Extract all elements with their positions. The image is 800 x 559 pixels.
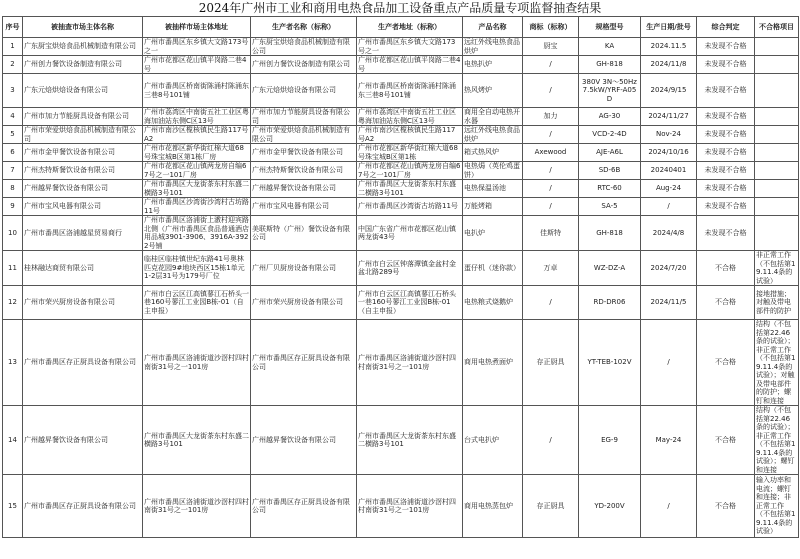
cell-maker-address: 广州市番禺区洛浦街道沙滘村四村南街31号之一101房 (357, 320, 463, 406)
cell-entity: 广州市番禺区存正厨具设备有限公司 (23, 475, 143, 538)
cell-entity: 广州市荣爱烘焙食品机械制造有限公司 (23, 126, 143, 144)
cell-address: 广州市番禺区大龙街茶东村东盛二横路3号101 (144, 180, 249, 197)
header-cell: 被抽样市场主体地址 (143, 17, 251, 38)
cell-entity: 广州越昇餐饮设备有限公司 (23, 406, 143, 475)
cell-entity: 广州市荣兴厨房设备有限公司 (23, 286, 143, 320)
table-row (3, 56, 799, 74)
cell-failed (755, 108, 799, 126)
cell-failed (755, 38, 799, 56)
cell-maker: 广州越昇餐饮设备有限公司 (251, 406, 357, 475)
cell-brand: / (523, 406, 579, 475)
table-row (3, 475, 799, 538)
cell-model: YD-200V (579, 475, 641, 538)
cell-model: EG-9 (579, 406, 641, 475)
cell-entity: 桂林融达商贸有限公司 (23, 251, 143, 286)
cell-verdict: 未发现不合格 (697, 74, 755, 108)
cell-brand: 万卓 (523, 251, 579, 286)
table-row (3, 180, 799, 198)
cell-date: / (641, 198, 697, 216)
cell-maker-address: 广州市南沙区榄核镇民生路117号A2 (357, 126, 463, 144)
cell-maker: 广州市番禺区存正厨具设备有限公司 (251, 475, 357, 538)
cell-maker-address: 广州市番禺区桥南街陈涌村陈涌东三巷8号101铺 (357, 74, 463, 108)
cell-model: GH-818 (579, 216, 641, 251)
cell-failed: 接地措施；对触及带电部件的防护 (755, 286, 799, 320)
cell-address: 广州市番禺区大龙街茶东村东盛二横路3号101 (143, 406, 251, 475)
cell-model: SA-5 (579, 198, 641, 216)
cell-maker-address: 广州市番禺区洛浦街道沙滘村四村南街31号之一101房 (357, 475, 463, 538)
cell-address: 广州市番禺区洛浦街上漖村迎宾路北侧（广州市番禺区食品普通酒店用品城3901-3906、3916A-3922号铺 (144, 216, 249, 250)
cell-maker: 广州厂贝厨房设备有限公司 (251, 251, 357, 286)
cell-address: 广州市番禺区洛浦街道沙滘村四村南街31号之一101房 (143, 475, 251, 538)
table-row (3, 144, 799, 162)
cell-brand: / (523, 126, 579, 144)
cell-verdict: 不合格 (697, 320, 755, 406)
header-cell: 生产者名称（标称） (251, 17, 357, 38)
table-row (3, 251, 799, 286)
cell-date: 2024.11.5 (641, 38, 697, 56)
cell-model: GH-818 (579, 56, 641, 74)
cell-entity: 广州市加力节能厨具设备有限公司 (23, 108, 143, 126)
cell-model: KA (579, 38, 641, 56)
cell-model: RD-DR06 (579, 286, 641, 320)
cell-failed (755, 162, 799, 180)
cell-address: 广州市番禺区沙湾街沙湾村古坊路11号 (144, 198, 249, 215)
cell-maker-address: 广州市白云区江高镇蓼江石桥头一巷160号蓼江工业园B栋-01（自主申报） (357, 286, 463, 320)
header-cell: 被抽查市场主体名称 (23, 17, 143, 38)
cell-verdict: 不合格 (697, 475, 755, 538)
cell-maker-address: 广州市番禺区东乡镇大文路173号之一 (357, 38, 463, 56)
cell-product: 电热保温汤池 (463, 180, 523, 198)
cell-brand: / (523, 56, 579, 74)
table-row (3, 126, 799, 144)
cell-verdict: 未发现不合格 (697, 180, 755, 198)
cell-date: Nov-24 (641, 126, 697, 144)
cell-product: 热风烤炉 (463, 74, 523, 108)
cell-verdict: 未发现不合格 (697, 56, 755, 74)
cell-entity: 广东元焙烘焙设备有限公司 (23, 74, 143, 108)
cell-verdict: 未发现不合格 (697, 162, 755, 180)
cell-product: 商用电热蒸包炉 (463, 475, 523, 538)
cell-brand: 存正厨具 (523, 475, 579, 538)
cell-model: RTC-60 (579, 180, 641, 198)
cell-failed (755, 144, 799, 162)
cell-verdict: 未发现不合格 (697, 198, 755, 216)
cell-product: 电热扒炉 (463, 56, 523, 74)
cell-date: 20240401 (641, 162, 697, 180)
cell-brand: / (523, 74, 579, 108)
cell-failed (755, 74, 799, 108)
cell-maker: 广州越昇餐饮设备有限公司 (251, 180, 357, 198)
cell-model: YT-TEB-102V (579, 320, 641, 406)
cell-maker: 广州市宝风电器有限公司 (251, 198, 357, 216)
cell-no: 1 (3, 38, 23, 56)
cell-maker: 广州市金甲餐饮设备有限公司 (251, 144, 357, 162)
cell-date: 2024/11/8 (641, 56, 697, 74)
cell-entity: 广州创力餐饮设备制造有限公司 (23, 56, 143, 74)
table-row (3, 38, 799, 56)
results-table (2, 16, 799, 538)
header-cell: 规格型号 (579, 17, 641, 38)
cell-address: 广州市花都区花山镇两龙房自编67号之一101厂房 (143, 162, 251, 180)
cell-product: 箱式热风炉 (463, 144, 523, 162)
cell-maker-address: 广州市花都区新华街红棉大道68号珠宝城B区第1栋 (357, 144, 463, 162)
cell-no: 5 (3, 126, 23, 144)
cell-no: 4 (3, 108, 23, 126)
cell-address: 广州市花都区花山镇平岗路二巷4号 (143, 56, 251, 74)
header-cell: 生产者地址（标称） (357, 17, 463, 38)
header-cell: 商标（标称） (523, 17, 579, 38)
cell-address: 临桂区临桂镇世纪东路41号奥林匹克花园9#地块西区15栋1单元1-2层31号为179号厂位 (143, 251, 251, 286)
cell-entity: 广东厨宝烘焙食品机械制造有限公司 (23, 38, 143, 56)
cell-brand: 加力 (523, 108, 579, 126)
cell-model: AJE-A6L (579, 144, 641, 162)
table-body (3, 38, 799, 538)
cell-verdict: 不合格 (697, 251, 755, 286)
cell-date: Aug-24 (641, 180, 697, 198)
cell-brand: / (523, 198, 579, 216)
cell-brand: / (523, 180, 579, 198)
cell-date: / (641, 475, 697, 538)
cell-date: 2024/10/16 (641, 144, 697, 162)
cell-maker-address: 广州市番禺区大龙街茶东村东盛二横路3号101 (357, 406, 463, 475)
cell-no: 2 (3, 56, 23, 74)
cell-no: 6 (3, 144, 23, 162)
cell-entity: 广州市宝风电器有限公司 (23, 198, 143, 216)
cell-maker-address: 广州市花都区花山镇平岗路二巷4号 (357, 56, 463, 74)
cell-product: 电扒炉 (463, 216, 523, 251)
cell-product: 台式电扒炉 (463, 406, 523, 475)
cell-failed (755, 180, 799, 198)
cell-verdict: 未发现不合格 (697, 126, 755, 144)
cell-date: May-24 (641, 406, 697, 475)
cell-product: 电热粮式烧鹅炉 (463, 286, 523, 320)
cell-verdict: 不合格 (697, 406, 755, 475)
cell-failed (755, 126, 799, 144)
table-row (3, 320, 799, 406)
cell-address: 广州市花都区新华街红棉大道68号珠宝城B区第1栋厂房 (143, 144, 251, 162)
cell-maker-address: 广州市番禺区沙湾街古坊路11号 (357, 198, 463, 216)
cell-address: 广州市南沙区榄核镇民生路117号A2 (143, 126, 251, 144)
cell-no: 8 (3, 180, 23, 198)
cell-model: AG-30 (579, 108, 641, 126)
table-row (3, 162, 799, 180)
cell-maker-address: 广州市荔湾区中南街五社工业区粤海加油站东侧C区13号 (357, 108, 463, 126)
cell-date: 2024/4/8 (641, 216, 697, 251)
cell-date: 2024/11/5 (641, 286, 697, 320)
table-row (3, 74, 799, 108)
cell-no: 11 (3, 251, 23, 286)
cell-no: 9 (3, 198, 23, 216)
cell-model: WZ-DZ-A (579, 251, 641, 286)
table-row (3, 198, 799, 216)
cell-verdict: 不合格 (697, 286, 755, 320)
cell-maker: 广东厨宝烘焙食品机械制造有限公司 (251, 38, 357, 56)
table-row (3, 108, 799, 126)
cell-no: 3 (3, 74, 23, 108)
cell-address: 广州市荔湾区中南街五社工业区粤海加油站东侧C区13号 (144, 108, 249, 125)
cell-model: SD-6B (579, 162, 641, 180)
cell-date: / (641, 320, 697, 406)
cell-maker-address: 广州市白云区钟落潭镇金盆村金盆北路289号 (357, 251, 463, 286)
cell-no: 14 (3, 406, 23, 475)
cell-no: 15 (3, 475, 23, 538)
cell-brand: 存正厨具 (523, 320, 579, 406)
cell-no: 10 (3, 216, 23, 251)
cell-maker-address: 中国广东省广州市花都区花山镇两龙街43号 (357, 216, 463, 251)
cell-address: 广州市番禺区洛浦街道沙滘村四村南街31号之一101房 (143, 320, 251, 406)
cell-failed: 结构（不包括第22.46条的试验）；非正常工作（不包括第19.11.4条的试验）；对触及带电部件的防护；螺钉和连接 (755, 320, 799, 406)
cell-date: 2024/9/15 (641, 74, 697, 108)
cell-entity: 广州市番禺区存正厨具设备有限公司 (23, 320, 143, 406)
cell-verdict: 未发现不合格 (697, 216, 755, 251)
cell-brand: 佳斯特 (523, 216, 579, 251)
cell-failed (755, 56, 799, 74)
cell-failed: 结构（不包括第22.46条的试验）；非正常工作（不包括第19.11.4条的试验）；螺钉和连接 (755, 406, 799, 475)
cell-verdict: 未发现不合格 (697, 38, 755, 56)
cell-product: 远红外线电热食品烘炉 (463, 126, 523, 144)
cell-no: 7 (3, 162, 23, 180)
cell-product: 电热焗（英伦鸡蛋饼） (463, 162, 523, 180)
cell-maker: 广州市荣爱烘焙食品机械制造有限公司 (251, 126, 357, 144)
cell-failed: 输入功率和电流；螺钉和连接；非正常工作（不包括第19.11.4条的试验） (755, 475, 799, 538)
cell-maker: 广州市荣兴厨房设备有限公司 (251, 286, 357, 320)
cell-no: 12 (3, 286, 23, 320)
cell-maker: 广州市加力节能厨具设备有限公司 (251, 108, 357, 126)
cell-maker-address: 广州市花都区花山镇两龙房自编67号之一101厂房 (357, 162, 463, 180)
cell-failed (755, 216, 799, 251)
cell-brand: / (523, 286, 579, 320)
cell-model: VCD-2-4D (579, 126, 641, 144)
cell-maker: 广州杰特斯餐饮设备有限公司 (251, 162, 357, 180)
cell-no: 13 (3, 320, 23, 406)
header-cell: 综合判定 (697, 17, 755, 38)
cell-failed: 非正常工作（不包括第19.11.4条的试验） (755, 251, 799, 286)
cell-maker: 广州市番禺区存正厨具设备有限公司 (251, 320, 357, 406)
cell-model: 380V 3N～50Hz 7.5kW/YRF-A05D (579, 74, 641, 108)
cell-address: 广州市白云区江高镇蓼江石桥头一巷160号蓼江工业园B栋-01（自主申报） (143, 286, 251, 320)
cell-entity: 广州市番禺区洛浦越星贸易商行 (23, 216, 143, 251)
cell-entity: 广州市金甲餐饮设备有限公司 (23, 144, 143, 162)
cell-product: 商用电热煮面炉 (463, 320, 523, 406)
cell-address: 广州市番禺区东乡镇大文路173号之一 (143, 38, 251, 56)
cell-verdict: 未发现不合格 (697, 108, 755, 126)
cell-date: 2024/7/20 (641, 251, 697, 286)
cell-product: 商用全自动电热开水器 (463, 108, 523, 126)
cell-entity: 广州杰特斯餐饮设备有限公司 (23, 162, 143, 180)
cell-product: 万能烤箱 (463, 198, 523, 216)
cell-brand: Axewood (523, 144, 579, 162)
cell-brand: / (523, 162, 579, 180)
cell-failed (755, 198, 799, 216)
table-row (3, 216, 799, 251)
header-cell: 序号 (3, 17, 23, 38)
cell-maker: 广州创力餐饮设备制造有限公司 (251, 56, 357, 74)
cell-entity: 广州越昇餐饮设备有限公司 (23, 180, 143, 198)
cell-maker-address: 广州市番禺区大龙街茶东村东盛二横路3号101 (357, 180, 463, 198)
cell-address: 广州市番禺区桥南街陈涌村陈涌东三巷8号101铺 (143, 74, 251, 108)
cell-verdict: 未发现不合格 (697, 144, 755, 162)
cell-product: 远红外线电热食品烘炉 (463, 38, 523, 56)
table-row (3, 406, 799, 475)
page-title: 2024年广州市工业和商用电热食品加工设备重点产品质量专项监督抽查结果 (198, 1, 602, 15)
cell-date: 2024/11/27 (641, 108, 697, 126)
header-cell: 产品名称 (463, 17, 523, 38)
header-cell: 不合格项目 (755, 17, 799, 38)
cell-maker: 美联斯特（广州）餐饮设备有限公司 (251, 216, 357, 251)
table-row (3, 286, 799, 320)
header-cell: 生产日期/批号 (641, 17, 697, 38)
cell-brand: 厨宝 (523, 38, 579, 56)
cell-product: 蛋仔机（迷你款） (463, 251, 523, 286)
cell-maker: 广东元焙烘焙设备有限公司 (251, 74, 357, 108)
header-row (3, 17, 799, 38)
